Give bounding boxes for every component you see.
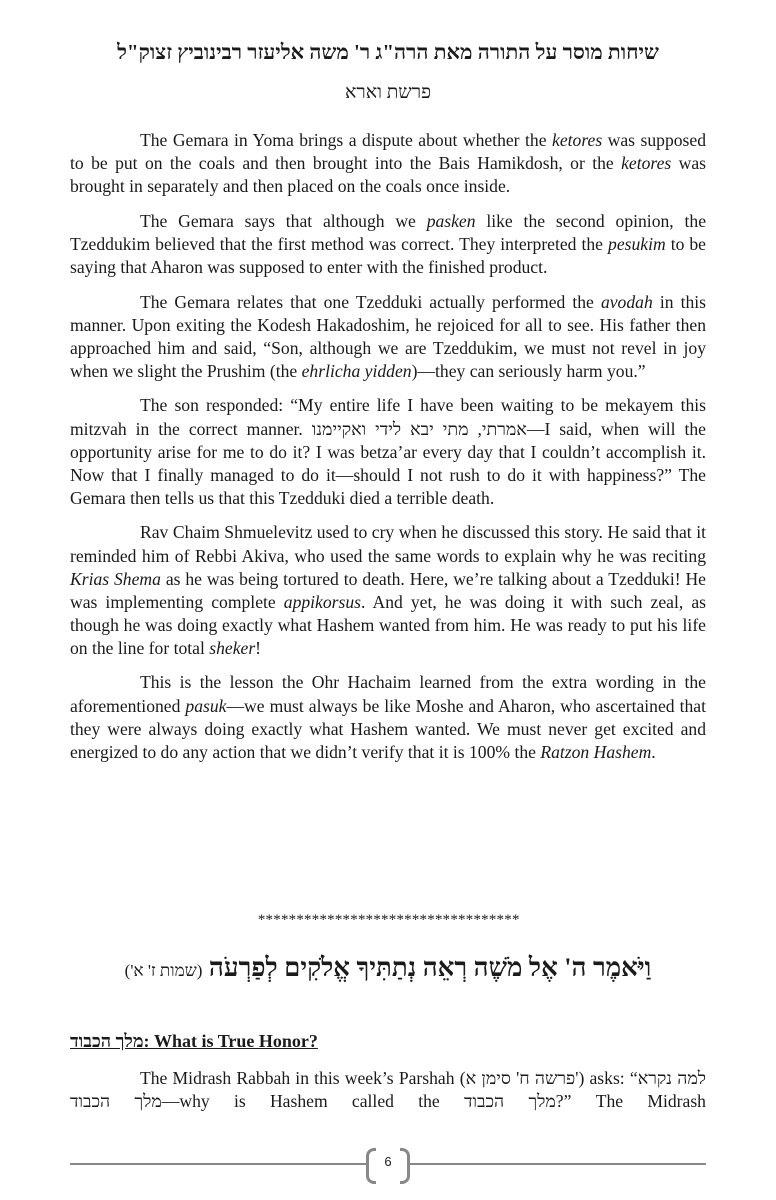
section-heading: מלך הכבוד: What is True Honor? [70, 1031, 318, 1051]
left-bracket-icon [366, 1148, 376, 1184]
text-run: The Gemara says that although we [140, 210, 427, 231]
text-run: This is the lesson the Ohr Hachaim learned from the extra wording in the aforementioned [70, 672, 706, 716]
page-number: 6 [384, 1154, 392, 1169]
text-run: to be saying that Aharon was supposed to enter with the finished product. [70, 233, 706, 277]
text-run: —I said, when will the opportunity arise for me to do it? I was betza’ar every day that I couldn’t accomplish it. Now that I finally managed to do it—should I not rush to do it with happiness?” The Gemara then tells us that this Tzedduki died a terrible death. [70, 418, 706, 508]
paragraph [70, 671, 706, 763]
section-separator: ********************************** [257, 912, 519, 928]
italic-term: pasken [426, 210, 476, 231]
text-run: ! [255, 637, 262, 658]
section-paragraph: The Midrash Rabbah in this week’s Parshah (פרשה ח' סימן א') asks: “למה נקרא מלך הכבוד—why is Hashem called the מלך הכבוד?” The Midrash [70, 1068, 706, 1112]
italic-term: ketores [552, 130, 603, 150]
parsha-name: פרשת וארא [344, 82, 432, 103]
paragraph [70, 210, 706, 279]
text-run: )—they can seriously harm you.” [411, 360, 646, 381]
italic-term: pesukim [608, 233, 666, 254]
paragraph [70, 521, 706, 660]
text-run: —we must always be like Moshe and Aharon, who ascertained that they were always doing exactly what Hashem wanted. We must never get excited and energized to do any action that we didn’t verify that it is 100% the [70, 695, 706, 762]
book-title: שיחות מוסר על התורה מאת הרה"ג ר' משה אליעזר רבינוביץ זצוק"ל [117, 40, 659, 64]
right-bracket-icon [400, 1148, 410, 1184]
italic-term: appikorsus [283, 591, 361, 612]
text-run: The Gemara in Yoma brings a dispute about whether the [140, 130, 553, 150]
page-number-box [366, 1148, 410, 1180]
text-run: in this manner. Upon exiting the Kodesh Hakadoshim, he rejoiced for all to see. His father then approached him and said, “Son, although we are Tzeddukim, we must not revel in joy when we slight the Prushim (the [70, 291, 706, 381]
text-run: was brought in separately and then placed on the coals once inside. [70, 153, 706, 197]
footer-rule-left [70, 1163, 366, 1165]
text-run: was supposed to be put on the coals and then brought into the Bais Hamikdosh, or the [70, 130, 706, 174]
pasuk-verse [0, 953, 776, 983]
text-run: The Gemara relates that one Tzedduki actually performed the [140, 291, 601, 312]
italic-term: ehrlicha yidden [301, 360, 412, 381]
italic-term: avodah [600, 291, 653, 312]
italic-term: ketores [621, 153, 672, 174]
verse-text: וַיֹּאמֶר ה' אֶל מֹשֶׁה רְאֵה נְתַתִּיךָ אֱלֹקִים לְפַרְעֹה [208, 953, 652, 982]
hebrew-quote: אמרתי, מתי יבא לידי ואקיימנו [311, 418, 527, 439]
italic-term: Ratzon Hashem [540, 741, 652, 762]
text-run: like the second opinion, the Tzeddukim believed that the first method was correct. They interpreted the [70, 210, 706, 254]
article-body [70, 129, 706, 775]
italic-term: Krias Shema [70, 568, 161, 589]
italic-term: sheker [209, 637, 256, 658]
paragraph [70, 129, 706, 198]
text-run: . And yet, he was doing it with such zeal, as though he was doing exactly what Hashem wanted from him. He was ready to put his life on the line for total [70, 591, 706, 658]
footer-rule-right [410, 1163, 706, 1165]
verse-source: (שמות ז' א') [124, 961, 203, 980]
italic-term: pasuk [185, 695, 227, 716]
text-run: The son responded: “My entire life I have been waiting to be mekayem this mitzvah in the correct manner. [70, 395, 706, 439]
paragraph [70, 394, 706, 509]
paragraph [70, 291, 706, 383]
text-run: . [651, 741, 656, 762]
text-run: as he was being tortured to death. Here, we’re talking about a Tzedduki! He was implementing complete [70, 568, 706, 612]
text-run: Rav Chaim Shmuelevitz used to cry when he discussed this story. He said that it reminded him of Rebbi Akiva, who used the same words to explain why he was reciting [70, 522, 706, 566]
